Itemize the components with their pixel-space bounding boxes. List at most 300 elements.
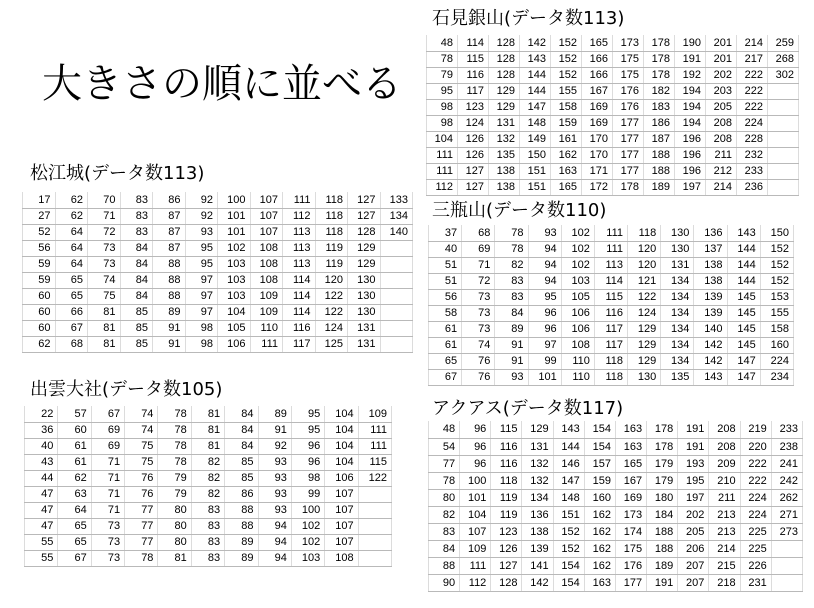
table-cell: 193	[678, 455, 709, 472]
table-cell: 79	[158, 470, 191, 486]
table-cell: 162	[584, 540, 615, 557]
table-cell	[380, 320, 413, 336]
table-row	[25, 470, 392, 486]
table-cell: 101	[218, 208, 251, 224]
table-cell: 162	[551, 147, 582, 163]
table-cell: 241	[771, 455, 802, 472]
table-cell: 108	[250, 272, 283, 288]
table-cell: 99	[291, 486, 324, 502]
table-cell: 233	[737, 163, 768, 179]
table-cell: 117	[283, 336, 316, 352]
table-cell: 122	[358, 470, 391, 486]
table-row	[23, 320, 413, 336]
table-cell: 74	[88, 272, 121, 288]
table-cell: 44	[25, 470, 58, 486]
table-cell: 175	[613, 67, 644, 83]
table-cell: 102	[561, 241, 594, 257]
table-cell: 116	[491, 455, 522, 472]
table-cell: 129	[522, 421, 553, 438]
table-row	[429, 241, 794, 257]
table-cell: 108	[325, 550, 358, 566]
table-cell: 71	[462, 257, 495, 273]
table-cell: 143	[520, 51, 551, 67]
table-cell: 78	[495, 225, 528, 241]
table-cell: 182	[644, 83, 675, 99]
table-cell: 103	[291, 550, 324, 566]
table-cell: 107	[325, 502, 358, 518]
table-row	[429, 472, 803, 489]
table-cell: 134	[522, 489, 553, 506]
table-cell: 208	[709, 438, 740, 455]
table-cell: 134	[661, 321, 694, 337]
table-cell: 167	[615, 472, 646, 489]
table-cell: 61	[58, 454, 91, 470]
table-cell: 102	[218, 240, 251, 256]
table-cell: 167	[582, 83, 613, 99]
table-cell: 102	[291, 518, 324, 534]
table-cell: 154	[584, 438, 615, 455]
table-cell: 108	[250, 256, 283, 272]
table-cell: 73	[91, 518, 124, 534]
table-cell: 111	[250, 336, 283, 352]
table-cell: 82	[191, 454, 224, 470]
table-cell	[768, 163, 799, 179]
table-cell: 136	[694, 225, 727, 241]
table-cell: 62	[58, 470, 91, 486]
table-cell: 127	[491, 557, 522, 574]
table-cell: 133	[380, 192, 413, 208]
table-cell: 107	[325, 518, 358, 534]
table-cell: 73	[462, 321, 495, 337]
table-cell: 73	[91, 534, 124, 550]
table-cell: 111	[358, 422, 391, 438]
data-table-matsue-castle	[22, 192, 413, 353]
table-cell: 82	[429, 506, 460, 523]
table-cell: 177	[613, 131, 644, 147]
table-cell: 218	[709, 574, 740, 591]
table-cell: 231	[740, 574, 771, 591]
table-cell: 51	[429, 257, 462, 273]
table-cell: 115	[458, 51, 489, 67]
table-cell: 116	[458, 67, 489, 83]
table-cell: 100	[460, 472, 491, 489]
table-row	[427, 99, 799, 115]
table-cell: 78	[158, 406, 191, 422]
table-cell: 140	[380, 224, 413, 240]
table-cell: 64	[55, 224, 88, 240]
table-cell: 138	[522, 523, 553, 540]
table-cell: 85	[225, 454, 258, 470]
table-row	[23, 256, 413, 272]
table-row	[23, 224, 413, 240]
table-cell: 178	[647, 421, 678, 438]
table-cell: 188	[644, 163, 675, 179]
table-cell: 96	[528, 305, 561, 321]
table-cell: 48	[429, 421, 460, 438]
table-cell: 73	[91, 550, 124, 566]
table-row	[23, 336, 413, 352]
table-cell: 103	[218, 256, 251, 272]
table-cell: 114	[458, 35, 489, 51]
table-cell: 107	[250, 208, 283, 224]
table-cell: 126	[458, 131, 489, 147]
table-cell: 136	[522, 506, 553, 523]
table-cell: 22	[25, 406, 58, 422]
table-cell: 130	[348, 304, 381, 320]
section-title-iwami-ginzan: 石見銀山(データ数113)	[432, 8, 625, 29]
table-cell: 94	[528, 273, 561, 289]
table-cell: 196	[675, 131, 706, 147]
table-cell: 97	[528, 337, 561, 353]
table-cell: 111	[594, 241, 627, 257]
table-cell: 145	[727, 321, 760, 337]
table-cell: 130	[628, 369, 661, 385]
table-cell: 17	[23, 192, 56, 208]
table-cell: 163	[584, 574, 615, 591]
table-cell: 86	[225, 486, 258, 502]
table-cell: 131	[348, 320, 381, 336]
table-cell: 142	[694, 337, 727, 353]
table-cell: 98	[185, 320, 218, 336]
table-cell: 155	[551, 83, 582, 99]
table-cell: 83	[429, 523, 460, 540]
table-cell: 205	[706, 99, 737, 115]
table-row	[25, 406, 392, 422]
table-row	[429, 273, 794, 289]
table-cell: 109	[358, 406, 391, 422]
table-cell: 163	[615, 421, 646, 438]
table-cell: 60	[23, 288, 56, 304]
table-cell: 144	[553, 438, 584, 455]
table-cell: 103	[561, 273, 594, 289]
table-cell	[768, 179, 799, 195]
table-cell: 222	[737, 67, 768, 83]
table-cell: 129	[348, 256, 381, 272]
table-cell: 81	[191, 438, 224, 454]
table-cell: 89	[225, 550, 258, 566]
table-cell: 110	[561, 353, 594, 369]
table-cell: 194	[675, 83, 706, 99]
table-cell: 135	[661, 369, 694, 385]
table-cell: 208	[706, 115, 737, 131]
table-cell: 129	[628, 353, 661, 369]
table-cell: 67	[91, 406, 124, 422]
section-title-aquas: アクアス(データ数117)	[432, 398, 624, 419]
table-cell: 207	[678, 557, 709, 574]
table-cell: 99	[528, 353, 561, 369]
table-cell: 85	[225, 470, 258, 486]
table-cell: 197	[675, 179, 706, 195]
table-cell: 93	[258, 470, 291, 486]
table-cell: 166	[582, 67, 613, 83]
table-row	[429, 289, 794, 305]
table-cell: 98	[427, 99, 458, 115]
table-cell: 91	[495, 353, 528, 369]
table-row	[427, 83, 799, 99]
table-row	[427, 147, 799, 163]
table-cell: 63	[58, 486, 91, 502]
table-cell	[768, 99, 799, 115]
table-cell: 60	[58, 422, 91, 438]
table-cell: 226	[740, 557, 771, 574]
table-cell: 40	[429, 241, 462, 257]
table-cell: 119	[315, 240, 348, 256]
table-cell: 56	[23, 240, 56, 256]
table-cell: 67	[429, 369, 462, 385]
table-cell: 88	[153, 288, 186, 304]
table-cell: 177	[613, 115, 644, 131]
table-cell: 194	[675, 99, 706, 115]
table-cell: 123	[491, 523, 522, 540]
table-cell: 135	[489, 147, 520, 163]
table-cell: 73	[88, 256, 121, 272]
table-cell: 174	[615, 523, 646, 540]
table-cell: 105	[561, 289, 594, 305]
table-cell: 98	[185, 336, 218, 352]
table-cell: 70	[88, 192, 121, 208]
table-cell: 220	[740, 438, 771, 455]
table-cell: 147	[727, 369, 760, 385]
table-cell: 144	[727, 273, 760, 289]
table-row	[429, 455, 803, 472]
table-cell: 96	[291, 454, 324, 470]
table-cell: 196	[675, 147, 706, 163]
table-cell: 144	[520, 83, 551, 99]
table-cell: 92	[185, 192, 218, 208]
table-cell: 73	[462, 305, 495, 321]
table-cell: 178	[647, 438, 678, 455]
table-cell: 80	[158, 518, 191, 534]
table-cell: 186	[644, 115, 675, 131]
table-cell: 212	[706, 163, 737, 179]
table-cell: 171	[582, 163, 613, 179]
table-cell: 81	[191, 406, 224, 422]
table-cell: 56	[429, 289, 462, 305]
table-cell: 214	[706, 179, 737, 195]
table-cell: 190	[675, 35, 706, 51]
table-cell: 82	[191, 470, 224, 486]
table-cell: 138	[694, 257, 727, 273]
table-cell: 215	[709, 557, 740, 574]
table-cell: 150	[760, 225, 793, 241]
table-cell: 113	[283, 256, 316, 272]
table-cell: 97	[185, 272, 218, 288]
table-cell: 118	[491, 472, 522, 489]
table-cell: 214	[709, 540, 740, 557]
table-cell: 172	[582, 179, 613, 195]
table-cell: 129	[348, 240, 381, 256]
table-cell: 273	[771, 523, 802, 540]
table-cell: 84	[225, 438, 258, 454]
table-cell: 213	[709, 506, 740, 523]
table-cell: 95	[291, 422, 324, 438]
table-cell: 142	[520, 35, 551, 51]
table-cell: 134	[380, 208, 413, 224]
table-cell: 143	[553, 421, 584, 438]
table-cell: 126	[491, 540, 522, 557]
table-cell: 152	[553, 540, 584, 557]
table-cell: 114	[283, 272, 316, 288]
table-cell: 189	[647, 557, 678, 574]
table-cell: 157	[584, 455, 615, 472]
table-row	[429, 321, 794, 337]
table-cell: 154	[584, 421, 615, 438]
table-cell: 96	[528, 321, 561, 337]
table-cell: 177	[613, 163, 644, 179]
table-cell: 188	[644, 147, 675, 163]
data-table-sanbe-san	[428, 225, 794, 386]
table-cell: 163	[551, 163, 582, 179]
table-cell: 55	[25, 534, 58, 550]
table-cell: 160	[584, 489, 615, 506]
table-row	[23, 304, 413, 320]
table-cell	[358, 518, 391, 534]
table-row	[427, 67, 799, 83]
table-cell: 81	[88, 336, 121, 352]
section-title-izumo-taisha: 出雲大社(データ数105)	[30, 379, 223, 400]
table-cell: 141	[522, 557, 553, 574]
table-cell: 94	[258, 518, 291, 534]
table-cell: 148	[553, 489, 584, 506]
table-row	[25, 550, 392, 566]
table-row	[429, 337, 794, 353]
table-cell: 131	[661, 257, 694, 273]
table-cell: 145	[727, 289, 760, 305]
table-row	[23, 208, 413, 224]
table-cell: 219	[740, 421, 771, 438]
table-cell: 155	[760, 305, 793, 321]
table-cell	[380, 336, 413, 352]
table-cell: 83	[120, 208, 153, 224]
table-row	[429, 225, 794, 241]
table-cell: 68	[55, 336, 88, 352]
table-cell	[380, 288, 413, 304]
table-cell: 128	[489, 35, 520, 51]
table-cell: 147	[520, 99, 551, 115]
table-cell: 113	[283, 240, 316, 256]
table-cell: 142	[522, 574, 553, 591]
table-cell: 151	[520, 163, 551, 179]
table-cell: 128	[491, 574, 522, 591]
table-cell: 96	[460, 438, 491, 455]
table-cell	[768, 131, 799, 147]
table-cell: 176	[613, 99, 644, 115]
table-cell: 78	[158, 438, 191, 454]
table-cell: 111	[427, 163, 458, 179]
table-cell: 169	[615, 489, 646, 506]
table-cell: 84	[120, 256, 153, 272]
table-cell: 222	[737, 83, 768, 99]
table-cell: 110	[561, 369, 594, 385]
table-cell: 59	[23, 272, 56, 288]
table-cell: 242	[771, 472, 802, 489]
table-cell: 107	[250, 224, 283, 240]
table-cell: 95	[427, 83, 458, 99]
table-cell: 89	[495, 321, 528, 337]
table-cell: 104	[427, 131, 458, 147]
table-cell: 71	[91, 470, 124, 486]
table-cell: 111	[358, 438, 391, 454]
table-cell: 111	[283, 192, 316, 208]
table-row	[25, 422, 392, 438]
table-cell: 202	[706, 67, 737, 83]
table-cell: 161	[551, 131, 582, 147]
table-cell: 139	[694, 289, 727, 305]
table-cell: 201	[706, 35, 737, 51]
table-cell	[768, 83, 799, 99]
table-cell: 69	[462, 241, 495, 257]
table-cell: 118	[315, 208, 348, 224]
table-cell: 147	[727, 353, 760, 369]
table-cell: 177	[615, 574, 646, 591]
table-cell: 128	[348, 224, 381, 240]
table-cell: 154	[553, 574, 584, 591]
table-cell: 62	[23, 336, 56, 352]
table-cell: 152	[760, 241, 793, 257]
table-cell: 57	[58, 406, 91, 422]
table-cell: 151	[553, 506, 584, 523]
table-cell: 144	[727, 257, 760, 273]
table-cell	[768, 115, 799, 131]
table-cell: 100	[218, 192, 251, 208]
table-cell: 129	[489, 99, 520, 115]
table-cell: 165	[615, 455, 646, 472]
table-cell: 111	[594, 225, 627, 241]
table-cell: 173	[613, 35, 644, 51]
table-cell: 176	[613, 83, 644, 99]
table-cell: 77	[125, 534, 158, 550]
table-cell: 131	[522, 438, 553, 455]
table-cell: 92	[258, 438, 291, 454]
table-cell: 143	[727, 225, 760, 241]
table-cell: 84	[225, 422, 258, 438]
table-cell: 37	[429, 225, 462, 241]
table-cell: 208	[706, 131, 737, 147]
table-cell: 111	[427, 147, 458, 163]
table-cell: 103	[218, 272, 251, 288]
table-cell: 89	[258, 406, 291, 422]
table-cell: 134	[661, 273, 694, 289]
table-cell: 184	[647, 506, 678, 523]
table-cell: 64	[58, 502, 91, 518]
table-cell: 78	[158, 454, 191, 470]
table-row	[427, 179, 799, 195]
table-cell: 134	[661, 289, 694, 305]
table-cell: 95	[291, 406, 324, 422]
table-cell: 159	[584, 472, 615, 489]
table-cell: 203	[706, 83, 737, 99]
table-cell: 60	[23, 320, 56, 336]
table-cell: 107	[460, 523, 491, 540]
table-cell: 142	[694, 353, 727, 369]
table-row	[429, 257, 794, 273]
table-cell	[358, 502, 391, 518]
table-cell: 234	[760, 369, 793, 385]
table-cell: 169	[582, 99, 613, 115]
table-cell: 222	[737, 99, 768, 115]
table-cell: 74	[125, 406, 158, 422]
table-cell: 59	[23, 256, 56, 272]
table-row	[25, 534, 392, 550]
table-cell: 91	[153, 336, 186, 352]
table-cell: 149	[520, 131, 551, 147]
table-cell	[380, 304, 413, 320]
table-cell: 84	[120, 240, 153, 256]
table-cell: 73	[88, 240, 121, 256]
table-cell: 117	[458, 83, 489, 99]
table-cell: 71	[91, 454, 124, 470]
table-cell: 109	[250, 304, 283, 320]
